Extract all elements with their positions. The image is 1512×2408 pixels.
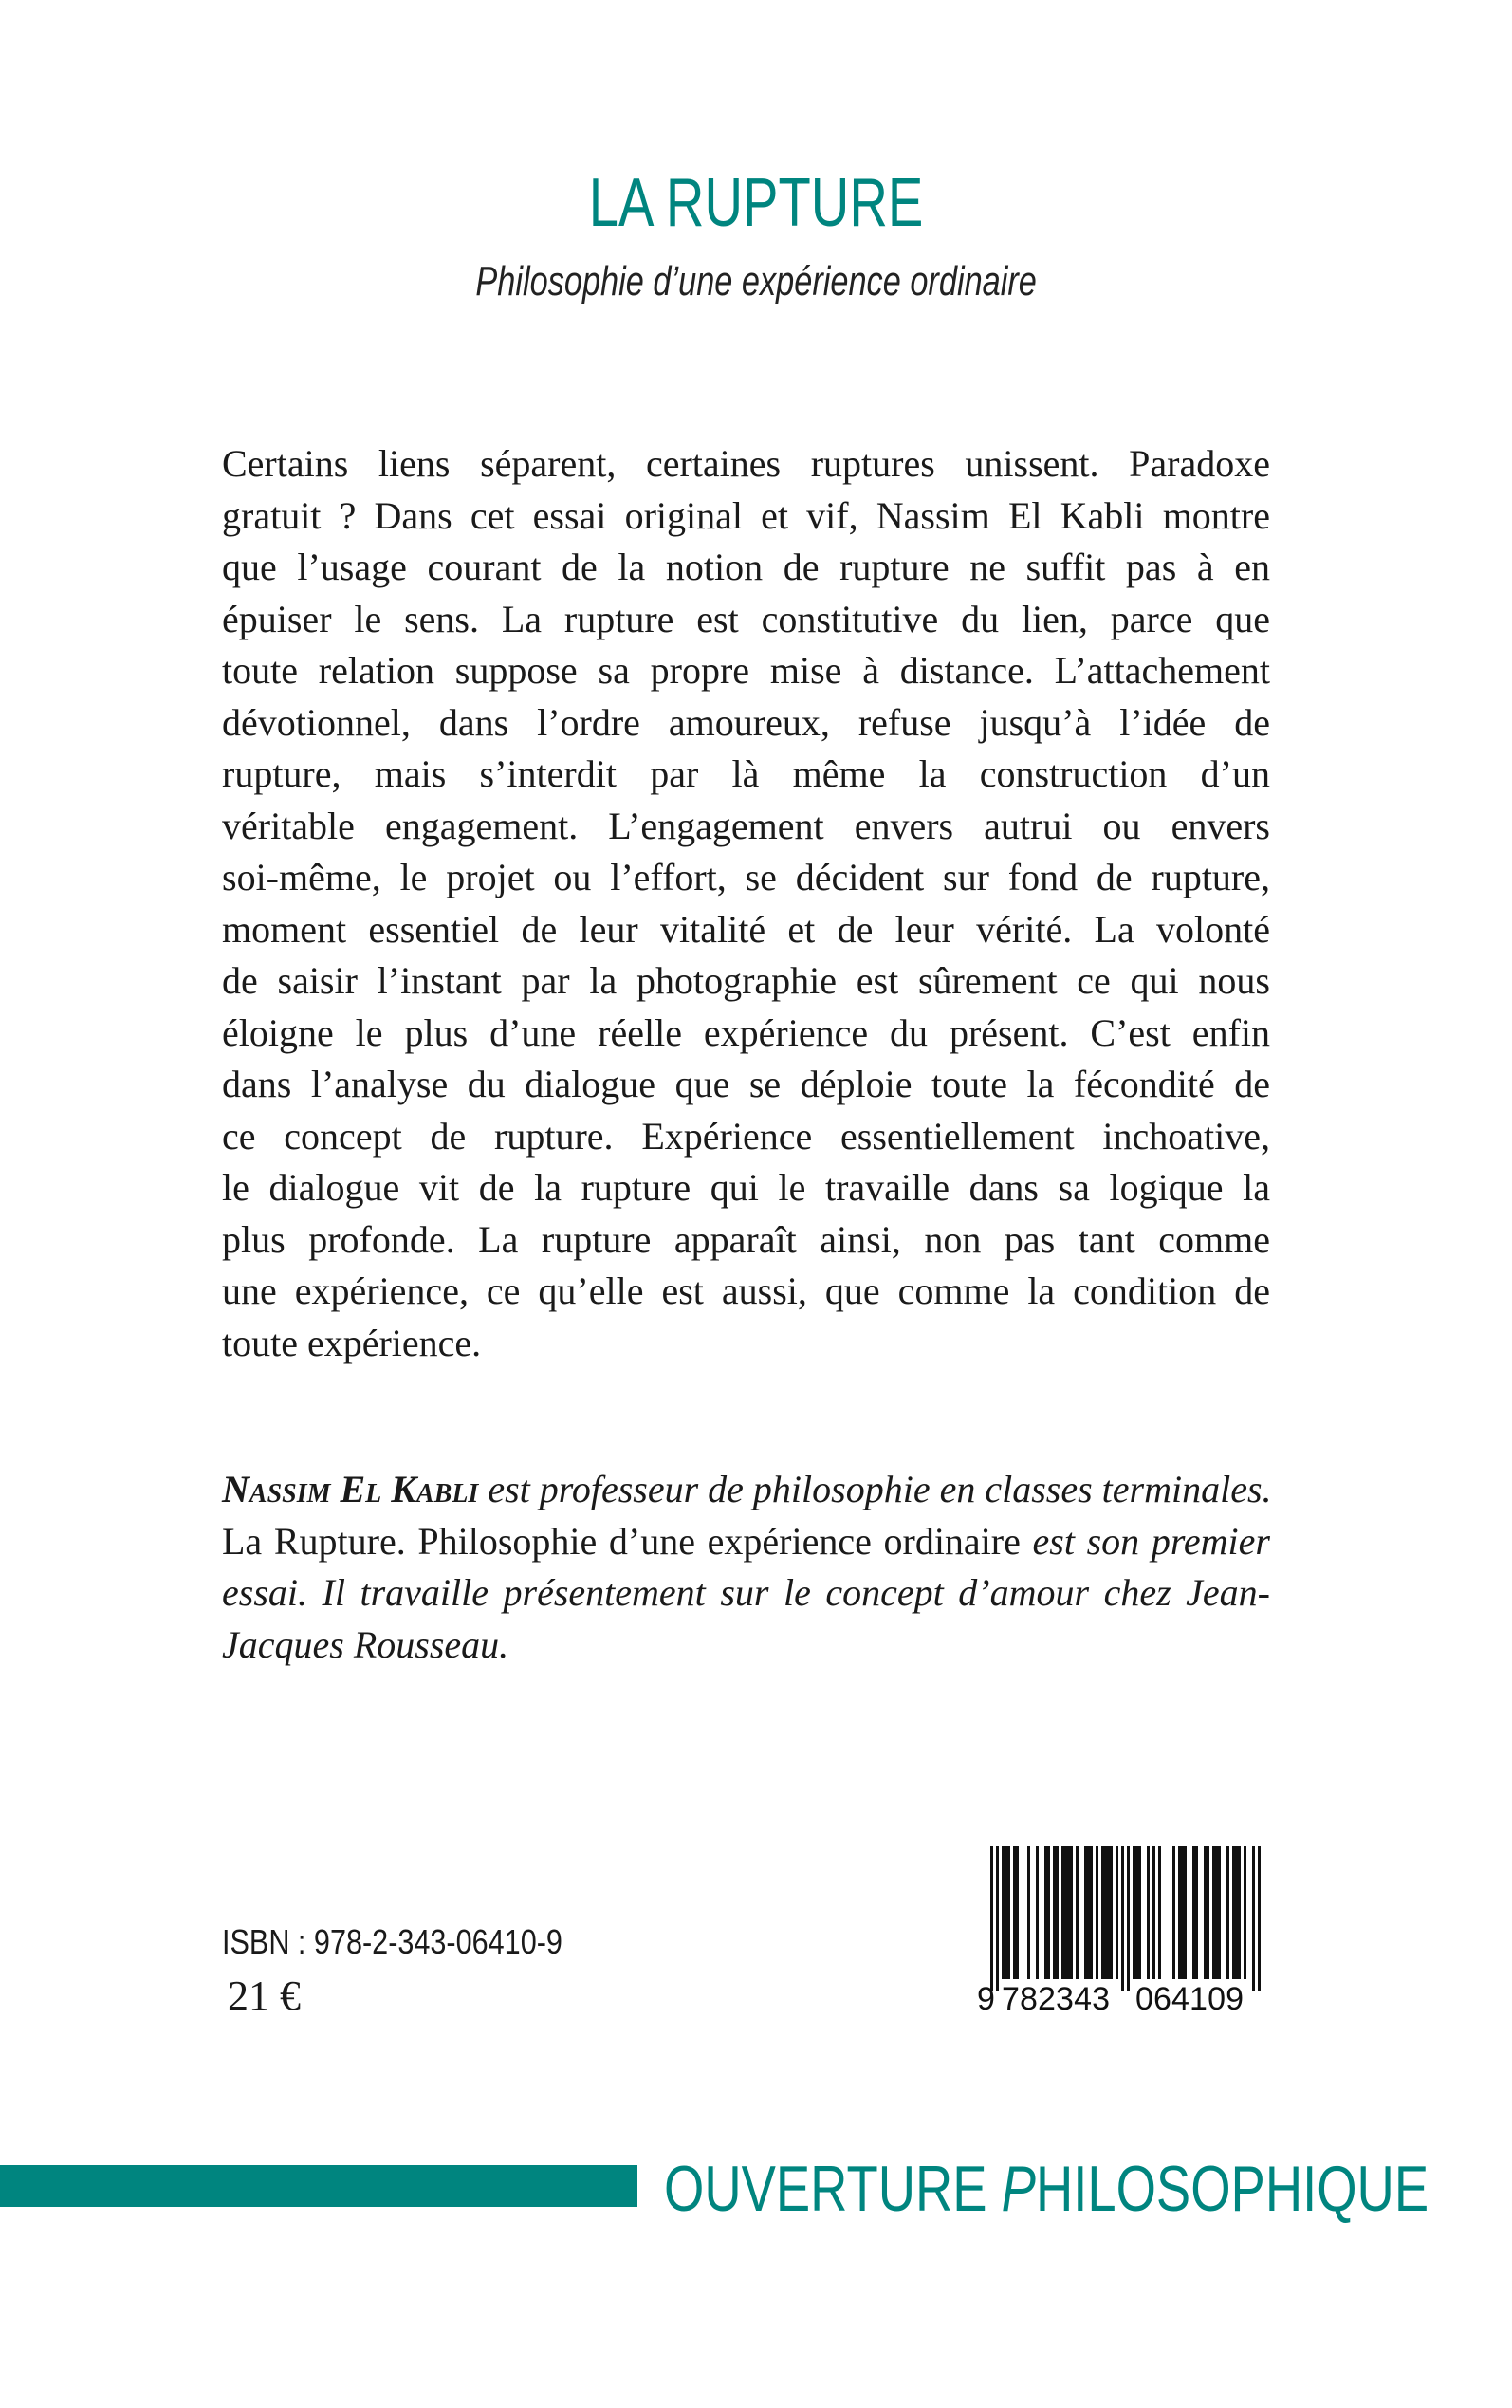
blurb-line: épuiser le sens. La rupture est constitutive du lien, parce que [222, 597, 1270, 640]
barcode [977, 1846, 1271, 2017]
barcode-bar [1047, 1846, 1050, 1979]
barcode-bar [1235, 1846, 1238, 1979]
barcode-bar [1044, 1846, 1047, 1979]
blurb-line: rupture, mais s’interdit par là même la construction d’un [222, 752, 1270, 795]
barcode-bar [1258, 1846, 1261, 1991]
blurb-line: véritable engagement. L’engagement envers autrui ou envers [222, 804, 1270, 847]
barcode-bar [1090, 1846, 1093, 1979]
barcode-bar [1016, 1846, 1019, 1979]
barcode-bar [1252, 1846, 1255, 1991]
barcode-bar [1067, 1846, 1070, 1979]
blurb-line: de saisir l’instant par la photographie est sûrement ce qui nous [222, 959, 1270, 1002]
back-cover-blurb [222, 438, 1270, 1369]
barcode-bar [1110, 1846, 1113, 1979]
barcode-bar [1218, 1846, 1221, 1979]
barcode-bar [1070, 1846, 1073, 1979]
series-name: OUVERTURE PHILOSOPHIQUE [664, 2153, 1429, 2225]
barcode-bar [1215, 1846, 1218, 1979]
barcode-bar [1084, 1846, 1087, 1979]
barcode-bar [1204, 1846, 1207, 1979]
barcode-bar [1184, 1846, 1187, 1979]
blurb-line: Certains liens séparent, certaines ruptures unissent. Paradoxe [222, 442, 1270, 485]
barcode-bar [1147, 1846, 1150, 1979]
series-accent-bar [0, 2165, 637, 2207]
barcode-bar [1135, 1846, 1138, 1979]
barcode-digits: 9 [977, 1981, 995, 2017]
barcode-bar [1152, 1846, 1155, 1979]
barcode-bar [990, 1846, 993, 1991]
barcode-bar [1116, 1846, 1118, 1979]
book-title: LA RUPTURE [588, 165, 924, 241]
barcode-bar [1101, 1846, 1104, 1979]
barcode-bar [1013, 1846, 1016, 1979]
barcode-bar [1178, 1846, 1181, 1979]
blurb-line: toute relation suppose sa propre mise à distance. L’attachement [222, 649, 1270, 692]
barcode-bar [1158, 1846, 1161, 1979]
price: 21 € [228, 1973, 301, 2019]
blurb-line: moment essentiel de leur vitalité et de leur vérité. La volonté [222, 907, 1270, 951]
blurb-line: ce concept de rupture. Expérience essentiellement inchoative, [222, 1114, 1270, 1158]
book-subtitle: Philosophie d’une expérience ordinaire [475, 258, 1037, 305]
blurb-line: dévotionnel, dans l’ordre amoureux, refuse jusqu’à l’idée de [222, 700, 1270, 744]
barcode-bar [1104, 1846, 1107, 1979]
blurb-line: une expérience, ce qu’elle est aussi, que comme la condition de [222, 1269, 1270, 1312]
barcode-bar [1212, 1846, 1215, 1979]
barcode-digits: 782343 [1002, 1981, 1110, 2017]
blurb-line: soi-même, le projet ou l’effort, se décident sur fond de rupture, [222, 856, 1270, 898]
blurb-line: le dialogue vit de la rupture qui le travaille dans sa logique la [222, 1166, 1270, 1209]
barcode-bar [1007, 1846, 1010, 1979]
barcode-digits: 064109 [1135, 1981, 1244, 2017]
barcode-bar [1096, 1846, 1098, 1979]
barcode-bar [1195, 1846, 1198, 1979]
barcode-bar [1027, 1846, 1030, 1979]
barcode-bar [1133, 1846, 1135, 1979]
barcode-bar [1056, 1846, 1059, 1979]
barcode-bar [1064, 1846, 1067, 1979]
barcode-bar [1107, 1846, 1110, 1979]
blurb-line: toute expérience. [222, 1321, 482, 1364]
barcode-bar [1226, 1846, 1229, 1979]
barcode-bar [1005, 1846, 1007, 1979]
barcode-bar [1002, 1846, 1005, 1979]
author-name: Nassim El Kabli [222, 1468, 479, 1510]
barcode-bar [1232, 1846, 1235, 1979]
barcode-bar [1036, 1846, 1039, 1979]
blurb-line: dans l’analyse du dialogue que se déploie toute la fécondité de [222, 1063, 1270, 1105]
barcode-bar [1076, 1846, 1079, 1979]
blurb-line: que l’usage courant de la notion de rupture ne suffit pas à en [222, 546, 1270, 588]
barcode-bar [1087, 1846, 1090, 1979]
author-bio: Nassim El Kabli est professeur de philosophie en classes terminales. La Rupture. Philosophie d’une expérience ordinaire est son premier essai. Il travaille présentement sur le concept d’amour chez Jean- Jacques Rousseau. [222, 1468, 1272, 1666]
barcode-bar [1244, 1846, 1246, 1979]
barcode-bar [1192, 1846, 1195, 1979]
barcode-bar [1127, 1846, 1130, 1991]
barcode-bar [1121, 1846, 1124, 1991]
blurb-line: plus profonde. La rupture apparaît ainsi, non pas tant comme [222, 1217, 1270, 1261]
barcode-bar [1053, 1846, 1056, 1979]
barcode-bar [1207, 1846, 1209, 1979]
book-title-ref: La Rupture. Philosophie d’une expérience ordinaire [222, 1519, 1021, 1563]
barcode-bar [1061, 1846, 1064, 1979]
barcode-bar [1172, 1846, 1175, 1979]
barcode-bar [1181, 1846, 1184, 1979]
blurb-line: gratuit ? Dans cet essai original et vif, Nassim El Kabli montre [222, 493, 1270, 537]
barcode-bar [1238, 1846, 1241, 1979]
barcode-bar [1138, 1846, 1141, 1979]
barcode-bar [996, 1846, 999, 1991]
isbn: ISBN : 978-2-343-06410-9 [222, 1922, 562, 1961]
blurb-line: éloigne le plus d’une réelle expérience du présent. C’est enfin [222, 1010, 1270, 1054]
